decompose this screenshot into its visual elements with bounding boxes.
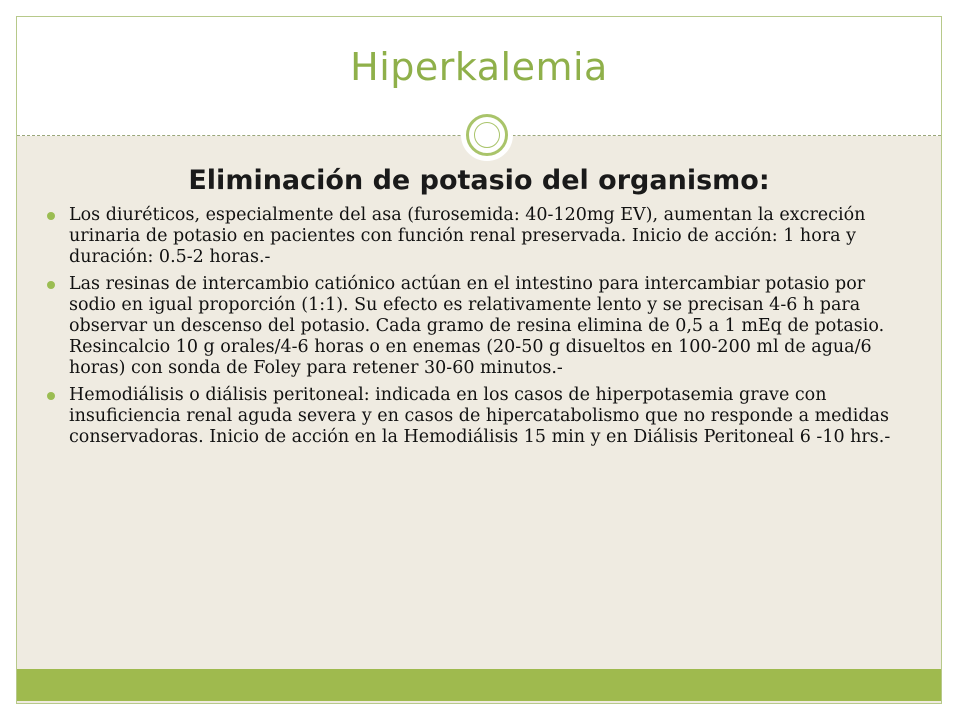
bullet-text: Las resinas de intercambio catiónico actúan en el intestino para intercambiar potasio por sodio en igual proporción (1:1). Su efecto es relativamente lento y se precisan 4-6 h para observar un descenso del potasio. Cada gramo de resina elimina de 0,5 a 1 mEq de potasio. Resincalcio 10 g orales/4-6 horas o en enemas (20-50 g disueltos en 100-200 ml de agua/6 horas) con sonda de Foley para retener 30-60 minutos.- [69,274,885,378]
bullet-text: Hemodiálisis o diálisis peritoneal: indicada en los casos de hiperpotasemia grave con insuficiencia renal aguda severa y en casos de hipercatabolismo que no responde a medidas conservadoras. Inicio de acción en la Hemodiálisis 15 min y en Diálisis Peritoneal 6 -10 hrs.- [69,385,891,447]
bullet-item [47,385,917,448]
bullet-item [47,274,917,379]
circle-ornament-icon [461,109,513,161]
bullet-item [47,205,917,268]
ornament-inner-ring [474,122,500,148]
footer-band [17,669,941,701]
ornament-ring [466,114,508,156]
slide-subtitle: Eliminación de potasio del organismo: [188,165,770,196]
bullet-dot-icon [47,281,55,289]
bullet-dot-icon [47,392,55,400]
bullet-dot-icon [47,212,55,220]
bullet-list [47,205,917,454]
bullet-text: Los diuréticos, especialmente del asa (furosemida: 40-120mg EV), aumentan la excreción urinaria de potasio en pacientes con función renal preservada. Inicio de acción: 1 hora y duración: 0.5-2 horas.- [69,205,866,267]
slide [16,16,942,704]
slide-title: Hiperkalemia [350,45,608,89]
